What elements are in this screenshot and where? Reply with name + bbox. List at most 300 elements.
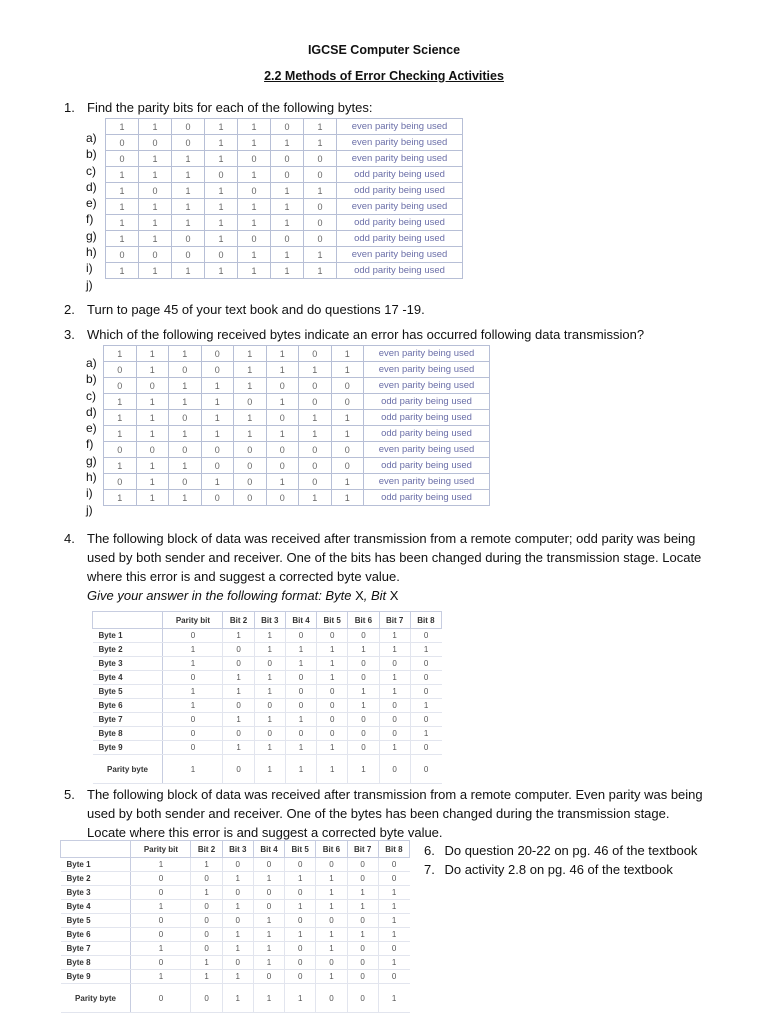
parity-type-cell: even parity being used xyxy=(364,362,490,378)
bit-cell: 0 xyxy=(163,727,223,741)
bit-cell: 1 xyxy=(254,643,285,657)
question-4-number: 4. xyxy=(64,531,75,546)
bit-cell: 1 xyxy=(169,346,202,362)
bit-cell: 0 xyxy=(234,458,267,474)
bit-cell: 1 xyxy=(205,199,238,215)
bit-cell: 0 xyxy=(299,442,332,458)
bit-cell: 0 xyxy=(271,167,304,183)
parity-type-cell: odd parity being used xyxy=(364,394,490,410)
question-3-letters xyxy=(86,355,97,518)
bit-cell: 1 xyxy=(316,900,347,914)
bit-cell: 1 xyxy=(347,928,378,942)
bit-cell: 1 xyxy=(205,119,238,135)
column-header: Bit 5 xyxy=(285,841,316,858)
table-row xyxy=(104,378,490,394)
bit-cell: 1 xyxy=(205,231,238,247)
table-row xyxy=(104,426,490,442)
bit-cell: 0 xyxy=(104,474,137,490)
bit-cell: 1 xyxy=(163,755,223,784)
table-row xyxy=(93,671,442,685)
bit-cell: 0 xyxy=(304,231,337,247)
question-4-table xyxy=(92,611,442,784)
bit-cell: 0 xyxy=(266,458,299,474)
bit-cell: 1 xyxy=(304,263,337,279)
column-header xyxy=(93,612,163,629)
row-header: Byte 7 xyxy=(93,713,163,727)
bit-cell: 0 xyxy=(378,942,409,956)
bit-cell: 1 xyxy=(223,685,254,699)
bit-cell: 1 xyxy=(172,199,205,215)
question-3-table xyxy=(103,345,490,506)
bit-cell: 0 xyxy=(222,956,253,970)
bit-cell: 0 xyxy=(410,755,441,784)
bit-cell: 1 xyxy=(222,900,253,914)
item-letter: g) xyxy=(86,453,97,468)
bit-cell: 0 xyxy=(191,872,222,886)
bit-cell: 1 xyxy=(271,199,304,215)
bit-cell: 0 xyxy=(253,858,284,872)
bit-cell: 1 xyxy=(348,755,379,784)
bit-cell: 0 xyxy=(410,671,441,685)
table-header-row xyxy=(93,612,442,629)
item-letter: j) xyxy=(86,277,93,292)
question-4-format: Give your answer in the following format: Byte X, Bit X xyxy=(87,588,399,603)
bit-cell: 1 xyxy=(253,914,284,928)
row-header: Byte 4 xyxy=(61,900,131,914)
bit-cell: 0 xyxy=(205,167,238,183)
bit-cell: 0 xyxy=(316,858,347,872)
column-header: Bit 5 xyxy=(317,612,348,629)
parity-type-cell: even parity being used xyxy=(364,346,490,362)
item-letter: f) xyxy=(86,437,94,452)
bit-cell: 0 xyxy=(304,167,337,183)
item-letter: j) xyxy=(86,502,93,517)
bit-cell: 0 xyxy=(163,671,223,685)
row-header: Byte 9 xyxy=(61,970,131,984)
row-header: Byte 2 xyxy=(61,872,131,886)
bit-cell: 1 xyxy=(316,970,347,984)
bit-cell: 0 xyxy=(271,151,304,167)
table-row xyxy=(93,741,442,755)
bit-cell: 0 xyxy=(238,183,271,199)
question-1-table xyxy=(105,118,463,279)
bit-cell: 1 xyxy=(205,135,238,151)
row-header: Byte 7 xyxy=(61,942,131,956)
bit-cell: 0 xyxy=(223,699,254,713)
bit-cell: 1 xyxy=(285,872,316,886)
bit-cell: 0 xyxy=(317,699,348,713)
table-row xyxy=(106,247,463,263)
bit-cell: 0 xyxy=(169,410,202,426)
bit-cell: 1 xyxy=(331,490,364,506)
bit-cell: 0 xyxy=(223,657,254,671)
question-1-text: Find the parity bits for each of the following bytes: xyxy=(87,100,373,115)
question-5-number: 5. xyxy=(64,787,75,802)
bit-cell: 0 xyxy=(331,458,364,474)
column-header: Bit 6 xyxy=(348,612,379,629)
bit-cell: 1 xyxy=(104,426,137,442)
bit-cell: 1 xyxy=(331,474,364,490)
item-letter: d) xyxy=(86,404,97,419)
table-row xyxy=(104,394,490,410)
bit-cell: 0 xyxy=(410,657,441,671)
bit-cell: 1 xyxy=(205,263,238,279)
parity-type-cell: odd parity being used xyxy=(364,410,490,426)
table-row xyxy=(61,956,410,970)
bit-cell: 1 xyxy=(299,490,332,506)
table-row xyxy=(93,643,442,657)
bit-cell: 1 xyxy=(348,643,379,657)
bit-cell: 0 xyxy=(285,858,316,872)
bit-cell: 1 xyxy=(191,956,222,970)
bit-cell: 0 xyxy=(172,247,205,263)
bit-cell: 1 xyxy=(139,215,172,231)
bit-cell: 1 xyxy=(136,426,169,442)
bit-cell: 1 xyxy=(104,490,137,506)
bit-cell: 0 xyxy=(285,671,316,685)
column-header: Bit 3 xyxy=(254,612,285,629)
bit-cell: 1 xyxy=(201,394,234,410)
page-subtitle: 2.2 Methods of Error Checking Activities xyxy=(264,69,504,83)
bit-cell: 1 xyxy=(317,657,348,671)
bit-cell: 1 xyxy=(348,699,379,713)
bit-cell: 0 xyxy=(299,394,332,410)
bit-cell: 0 xyxy=(266,490,299,506)
bit-cell: 1 xyxy=(139,119,172,135)
bit-cell: 0 xyxy=(238,231,271,247)
table-row xyxy=(106,231,463,247)
bit-cell: 0 xyxy=(254,657,285,671)
bit-cell: 1 xyxy=(379,643,410,657)
bit-cell: 1 xyxy=(378,928,409,942)
table-row xyxy=(61,942,410,956)
bit-cell: 1 xyxy=(378,984,409,1013)
bit-cell: 1 xyxy=(139,167,172,183)
bit-cell: 0 xyxy=(234,442,267,458)
bit-cell: 0 xyxy=(410,685,441,699)
column-header: Bit 8 xyxy=(378,841,409,858)
table-row xyxy=(104,346,490,362)
bit-cell: 0 xyxy=(331,378,364,394)
bit-cell: 0 xyxy=(317,713,348,727)
bit-cell: 0 xyxy=(285,942,316,956)
bit-cell: 0 xyxy=(223,755,254,784)
item-letter: c) xyxy=(86,163,96,178)
bit-cell: 0 xyxy=(234,474,267,490)
row-header: Byte 8 xyxy=(61,956,131,970)
bit-cell: 0 xyxy=(222,914,253,928)
bit-cell: 0 xyxy=(104,442,137,458)
bit-cell: 0 xyxy=(223,727,254,741)
item-letter: a) xyxy=(86,131,97,145)
question-2-text: Turn to page 45 of your text book and do questions 17 -19. xyxy=(87,302,425,317)
table-row xyxy=(61,928,410,942)
parity-type-cell: even parity being used xyxy=(364,378,490,394)
bit-cell: 0 xyxy=(348,671,379,685)
bit-cell: 1 xyxy=(285,984,316,1013)
bit-cell: 1 xyxy=(234,410,267,426)
bit-cell: 1 xyxy=(379,741,410,755)
table-row xyxy=(93,755,442,784)
bit-cell: 1 xyxy=(163,643,223,657)
bit-cell: 0 xyxy=(254,727,285,741)
bit-cell: 1 xyxy=(378,900,409,914)
bit-cell: 0 xyxy=(317,727,348,741)
parity-type-cell: even parity being used xyxy=(337,135,463,151)
parity-type-cell: odd parity being used xyxy=(364,490,490,506)
bit-cell: 0 xyxy=(172,119,205,135)
bit-cell: 0 xyxy=(253,970,284,984)
bit-cell: 0 xyxy=(304,151,337,167)
bit-cell: 1 xyxy=(104,410,137,426)
bit-cell: 1 xyxy=(378,886,409,900)
question-7 xyxy=(424,860,673,879)
bit-cell: 0 xyxy=(104,362,137,378)
bit-cell: 1 xyxy=(223,671,254,685)
bit-cell: 1 xyxy=(106,263,139,279)
bit-cell: 1 xyxy=(172,263,205,279)
bit-cell: 0 xyxy=(299,458,332,474)
row-header: Byte 6 xyxy=(61,928,131,942)
bit-cell: 1 xyxy=(139,231,172,247)
parity-type-cell: odd parity being used xyxy=(337,231,463,247)
bit-cell: 1 xyxy=(106,119,139,135)
table-row xyxy=(93,699,442,713)
bit-cell: 0 xyxy=(191,942,222,956)
bit-cell: 0 xyxy=(299,346,332,362)
question-1-letters xyxy=(86,130,97,293)
bit-cell: 1 xyxy=(410,727,441,741)
bit-cell: 0 xyxy=(131,872,191,886)
bit-cell: 1 xyxy=(139,263,172,279)
table-row xyxy=(106,119,463,135)
column-header: Parity bit xyxy=(131,841,191,858)
row-header: Byte 3 xyxy=(93,657,163,671)
bit-cell: 0 xyxy=(379,755,410,784)
bit-cell: 0 xyxy=(254,699,285,713)
column-header xyxy=(61,841,131,858)
table-row xyxy=(104,442,490,458)
bit-cell: 0 xyxy=(201,490,234,506)
bit-cell: 0 xyxy=(347,872,378,886)
row-header: Parity byte xyxy=(61,984,131,1013)
bit-cell: 1 xyxy=(331,410,364,426)
bit-cell: 1 xyxy=(106,199,139,215)
bit-cell: 0 xyxy=(139,135,172,151)
bit-cell: 1 xyxy=(201,426,234,442)
bit-cell: 0 xyxy=(285,629,316,643)
bit-cell: 1 xyxy=(163,699,223,713)
bit-cell: 1 xyxy=(104,458,137,474)
bit-cell: 0 xyxy=(131,886,191,900)
bit-cell: 1 xyxy=(254,671,285,685)
row-header: Byte 6 xyxy=(93,699,163,713)
bit-cell: 1 xyxy=(222,984,253,1013)
item-letter: c) xyxy=(86,388,96,403)
parity-type-cell: odd parity being used xyxy=(337,183,463,199)
bit-cell: 1 xyxy=(172,215,205,231)
row-header: Byte 9 xyxy=(93,741,163,755)
bit-cell: 0 xyxy=(201,346,234,362)
bit-cell: 0 xyxy=(131,914,191,928)
bit-cell: 1 xyxy=(136,394,169,410)
bit-cell: 0 xyxy=(285,886,316,900)
parity-type-cell: even parity being used xyxy=(337,247,463,263)
bit-cell: 1 xyxy=(106,231,139,247)
bit-cell: 1 xyxy=(316,928,347,942)
bit-cell: 1 xyxy=(331,426,364,442)
row-header: Byte 5 xyxy=(61,914,131,928)
bit-cell: 1 xyxy=(223,713,254,727)
bit-cell: 1 xyxy=(271,215,304,231)
bit-cell: 1 xyxy=(136,346,169,362)
bit-cell: 1 xyxy=(172,167,205,183)
bit-cell: 0 xyxy=(191,914,222,928)
bit-cell: 0 xyxy=(379,713,410,727)
bit-cell: 0 xyxy=(285,914,316,928)
bit-cell: 0 xyxy=(331,442,364,458)
bit-cell: 1 xyxy=(304,135,337,151)
bit-cell: 1 xyxy=(169,378,202,394)
bit-cell: 1 xyxy=(271,183,304,199)
bit-cell: 0 xyxy=(304,215,337,231)
bit-cell: 1 xyxy=(222,942,253,956)
bit-cell: 0 xyxy=(253,900,284,914)
table-row xyxy=(61,900,410,914)
bit-cell: 0 xyxy=(348,713,379,727)
bit-cell: 1 xyxy=(253,942,284,956)
item-letter: e) xyxy=(86,196,97,211)
bit-cell: 0 xyxy=(191,928,222,942)
bit-cell: 1 xyxy=(271,247,304,263)
bit-cell: 0 xyxy=(163,713,223,727)
column-header: Bit 2 xyxy=(223,612,254,629)
row-header: Byte 3 xyxy=(61,886,131,900)
bit-cell: 1 xyxy=(238,215,271,231)
bit-cell: 1 xyxy=(201,474,234,490)
bit-cell: 1 xyxy=(234,362,267,378)
item-letter: i) xyxy=(86,486,93,501)
bit-cell: 1 xyxy=(139,199,172,215)
column-header: Parity bit xyxy=(163,612,223,629)
bit-cell: 0 xyxy=(234,394,267,410)
table-row xyxy=(106,199,463,215)
bit-cell: 0 xyxy=(139,183,172,199)
bit-cell: 0 xyxy=(285,970,316,984)
column-header: Bit 4 xyxy=(285,612,316,629)
table-row xyxy=(106,167,463,183)
item-letter: d) xyxy=(86,179,97,194)
question-6 xyxy=(424,841,697,860)
bit-cell: 1 xyxy=(234,378,267,394)
table-row xyxy=(104,490,490,506)
bit-cell: 1 xyxy=(222,872,253,886)
table-row xyxy=(106,151,463,167)
bit-cell: 0 xyxy=(347,914,378,928)
bit-cell: 0 xyxy=(410,741,441,755)
bit-cell: 1 xyxy=(191,886,222,900)
bit-cell: 1 xyxy=(201,378,234,394)
table-header-row xyxy=(61,841,410,858)
bit-cell: 0 xyxy=(271,231,304,247)
bit-cell: 1 xyxy=(172,183,205,199)
bit-cell: 0 xyxy=(378,872,409,886)
bit-cell: 0 xyxy=(378,970,409,984)
row-header: Byte 4 xyxy=(93,671,163,685)
bit-cell: 1 xyxy=(304,183,337,199)
row-header: Byte 1 xyxy=(61,858,131,872)
table-row xyxy=(104,458,490,474)
item-letter: b) xyxy=(86,372,97,387)
bit-cell: 1 xyxy=(238,263,271,279)
bit-cell: 0 xyxy=(104,378,137,394)
bit-cell: 1 xyxy=(285,713,316,727)
bit-cell: 1 xyxy=(317,741,348,755)
page-title: IGCSE Computer Science xyxy=(307,43,461,57)
item-letter: f) xyxy=(86,212,94,227)
bit-cell: 1 xyxy=(299,410,332,426)
item-letter: b) xyxy=(86,147,97,162)
parity-type-cell: odd parity being used xyxy=(364,426,490,442)
bit-cell: 0 xyxy=(285,956,316,970)
bit-cell: 0 xyxy=(205,247,238,263)
bit-cell: 1 xyxy=(271,263,304,279)
bit-cell: 0 xyxy=(253,886,284,900)
bit-cell: 0 xyxy=(331,394,364,410)
bit-cell: 1 xyxy=(254,685,285,699)
item-letter: a) xyxy=(86,356,97,370)
bit-cell: 1 xyxy=(191,970,222,984)
bit-cell: 0 xyxy=(410,713,441,727)
bit-cell: 0 xyxy=(379,727,410,741)
table-row xyxy=(106,263,463,279)
row-header: Byte 5 xyxy=(93,685,163,699)
question-3-number: 3. xyxy=(64,327,75,342)
bit-cell: 1 xyxy=(316,872,347,886)
bit-cell: 1 xyxy=(253,956,284,970)
bit-cell: 0 xyxy=(378,858,409,872)
bit-cell: 0 xyxy=(347,984,378,1013)
bit-cell: 0 xyxy=(379,657,410,671)
bit-cell: 1 xyxy=(299,362,332,378)
bit-cell: 0 xyxy=(271,119,304,135)
column-header: Bit 2 xyxy=(191,841,222,858)
column-header: Bit 7 xyxy=(347,841,378,858)
bit-cell: 1 xyxy=(254,713,285,727)
bit-cell: 1 xyxy=(238,199,271,215)
item-letter: g) xyxy=(86,228,97,243)
table-row xyxy=(61,858,410,872)
bit-cell: 0 xyxy=(285,685,316,699)
bit-cell: 1 xyxy=(136,410,169,426)
table-row xyxy=(104,410,490,426)
bit-cell: 0 xyxy=(191,984,222,1013)
table-row xyxy=(61,886,410,900)
bit-cell: 1 xyxy=(238,119,271,135)
bit-cell: 1 xyxy=(238,135,271,151)
bit-cell: 0 xyxy=(348,727,379,741)
question-7-number: 7. xyxy=(424,862,435,877)
bit-cell: 1 xyxy=(285,755,316,784)
bit-cell: 0 xyxy=(238,151,271,167)
row-header: Parity byte xyxy=(93,755,163,784)
table-row xyxy=(106,183,463,199)
bit-cell: 1 xyxy=(379,671,410,685)
question-7-text: Do activity 2.8 on pg. 46 of the textbook xyxy=(444,862,673,877)
bit-cell: 1 xyxy=(169,394,202,410)
bit-cell: 1 xyxy=(316,886,347,900)
bit-cell: 1 xyxy=(238,167,271,183)
